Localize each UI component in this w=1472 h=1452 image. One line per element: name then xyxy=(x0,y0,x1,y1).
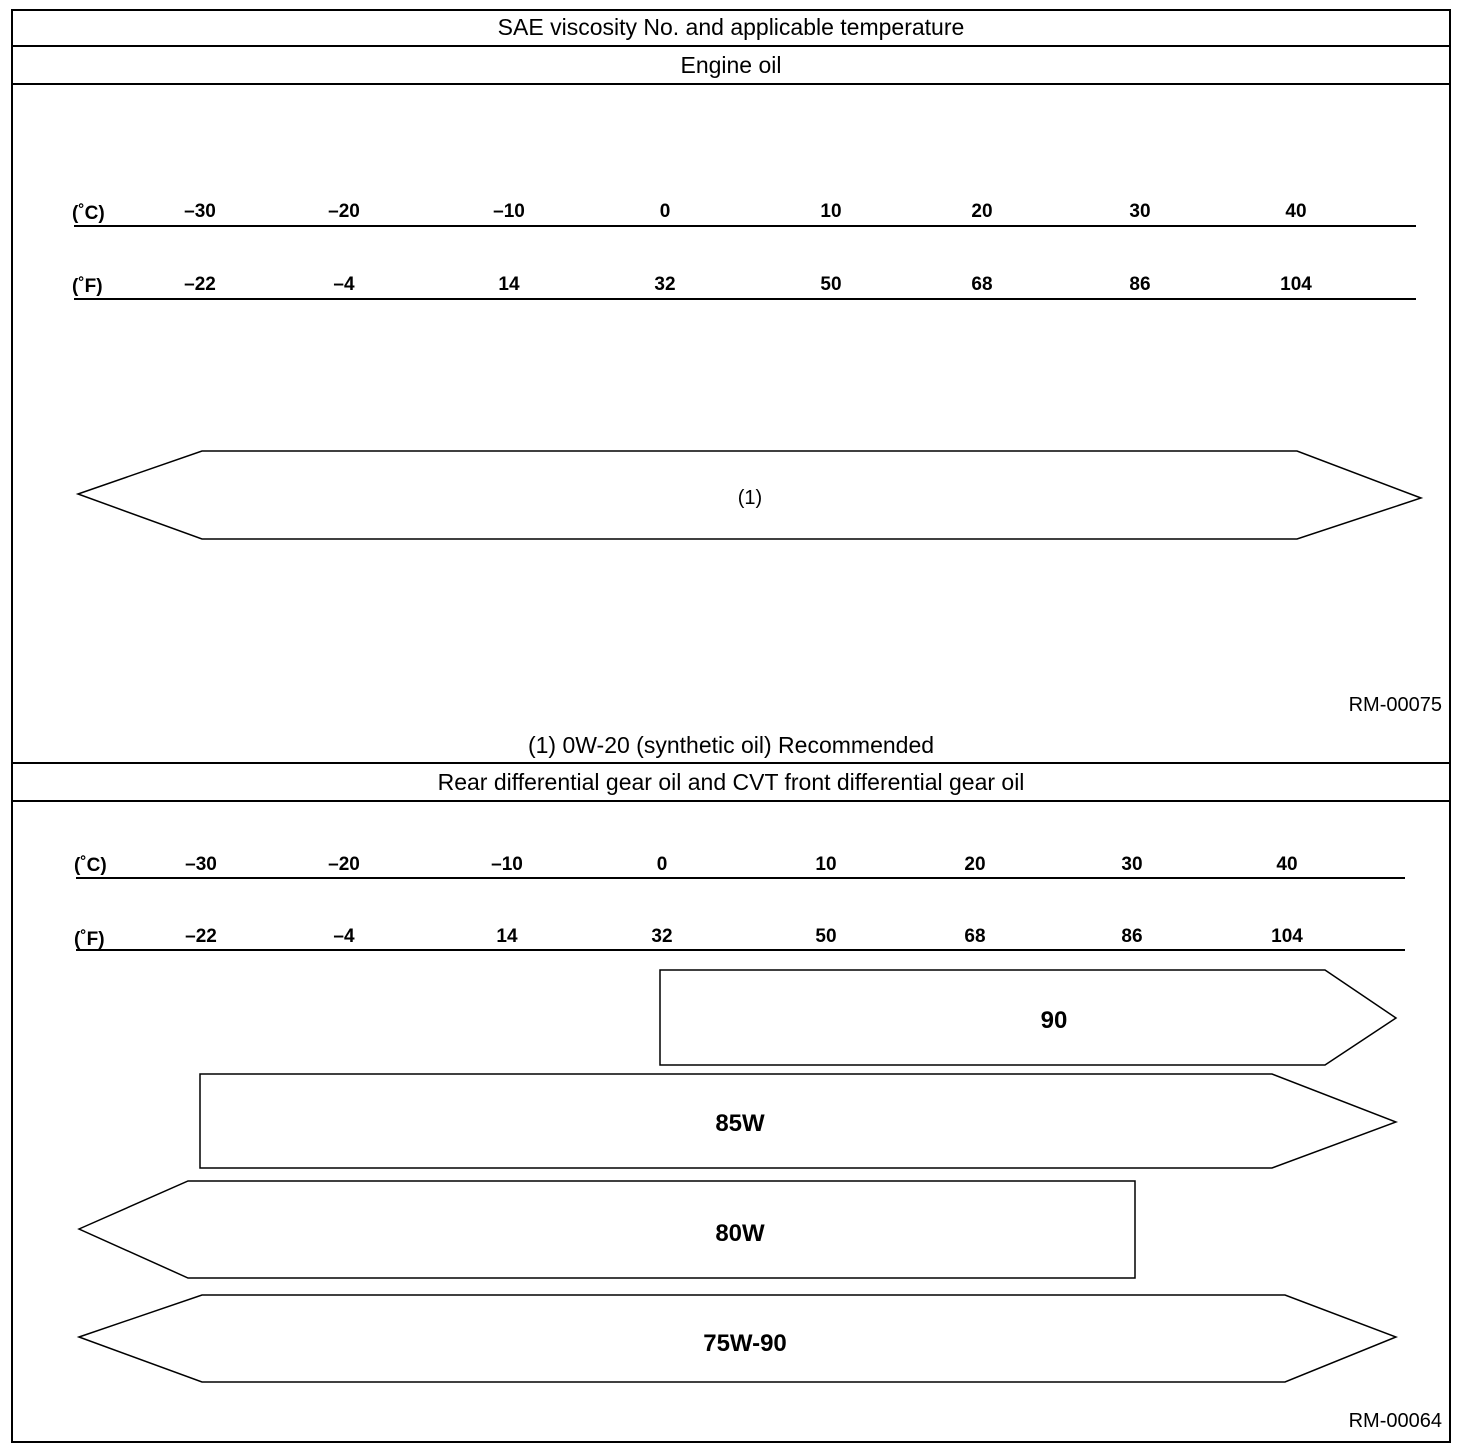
tick-label: –30 xyxy=(184,201,216,222)
tick-label: –22 xyxy=(184,274,216,295)
figure-code: RM-00075 xyxy=(1348,694,1442,716)
fahrenheit-unit-label: (˚F) xyxy=(72,276,103,297)
tick-label: 50 xyxy=(820,274,842,295)
tick-label: –30 xyxy=(185,854,217,875)
band-label: 75W-90 xyxy=(703,1330,787,1357)
tick-label: 86 xyxy=(1121,926,1143,947)
tick-label: 68 xyxy=(971,274,993,295)
band-90 xyxy=(660,970,1396,1065)
tick-label: 0 xyxy=(659,201,671,222)
tick-label: –20 xyxy=(328,201,360,222)
tick-label: 20 xyxy=(971,201,993,222)
celsius-unit-label: (˚C) xyxy=(72,203,105,224)
tick-label: –10 xyxy=(491,854,523,875)
band-85w xyxy=(200,1074,1396,1168)
table-title: SAE viscosity No. and applicable temperature xyxy=(497,14,965,40)
band-label: 85W xyxy=(715,1110,765,1137)
gear-oil-heading: Rear differential gear oil and CVT front differential gear oil xyxy=(437,769,1025,795)
tick-label: –20 xyxy=(328,854,360,875)
tick-label: 104 xyxy=(1271,926,1303,947)
figure-code: RM-00064 xyxy=(1348,1410,1442,1432)
engine-oil-note: (1) 0W-20 (synthetic oil) Recommended xyxy=(527,732,935,758)
tick-label: 10 xyxy=(820,201,842,222)
band-label: 90 xyxy=(1040,1007,1068,1034)
tick-label: 30 xyxy=(1129,201,1151,222)
tick-label: 20 xyxy=(964,854,986,875)
tick-label: 68 xyxy=(964,926,986,947)
fahrenheit-unit-label: (˚F) xyxy=(74,929,105,950)
tick-label: 40 xyxy=(1285,201,1307,222)
tick-label: 0 xyxy=(656,854,668,875)
tick-label: –10 xyxy=(493,201,525,222)
tick-label: 86 xyxy=(1129,274,1151,295)
tick-label: 32 xyxy=(651,926,673,947)
tick-label: 10 xyxy=(815,854,837,875)
band-label: 80W xyxy=(715,1220,765,1247)
celsius-unit-label: (˚C) xyxy=(74,855,107,876)
tick-label: 14 xyxy=(498,274,520,295)
band-80w xyxy=(79,1181,1135,1278)
tick-label: 40 xyxy=(1276,854,1298,875)
tick-label: 104 xyxy=(1280,274,1312,295)
tick-label: 14 xyxy=(496,926,518,947)
tick-label: –22 xyxy=(185,926,217,947)
tick-label: 50 xyxy=(815,926,837,947)
band-label: (1) xyxy=(737,487,763,509)
tick-label: –4 xyxy=(333,274,355,295)
tick-label: –4 xyxy=(333,926,355,947)
tick-label: 32 xyxy=(654,274,676,295)
divider xyxy=(11,800,1451,802)
tick-label: 30 xyxy=(1121,854,1143,875)
engine-oil-heading: Engine oil xyxy=(680,52,782,78)
